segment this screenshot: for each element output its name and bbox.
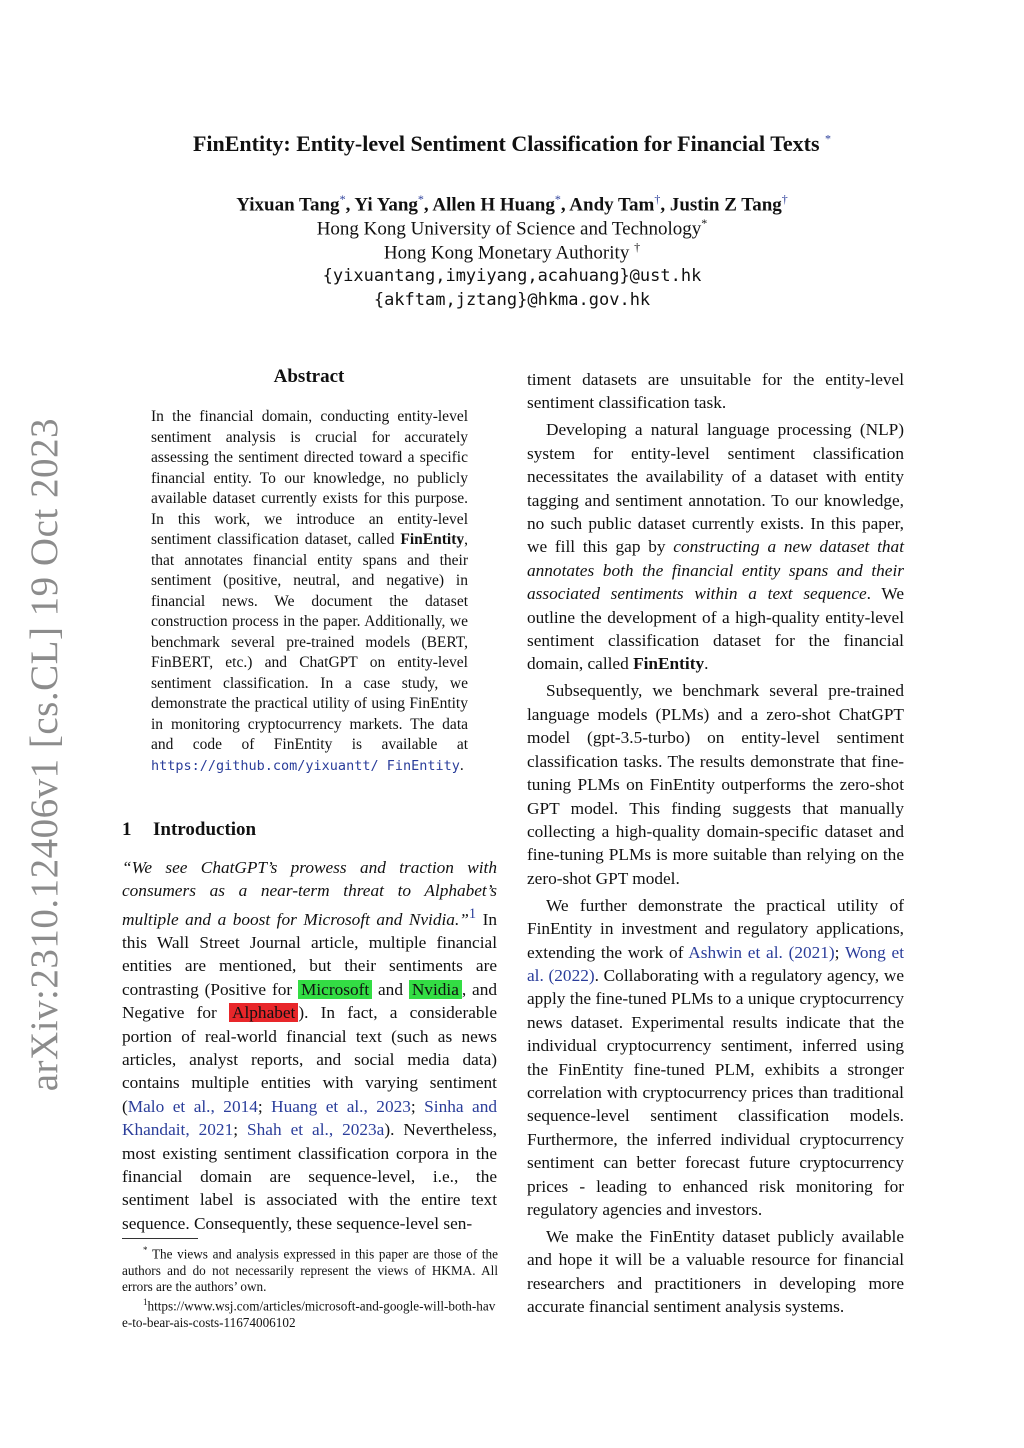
affiliation-hkust (0, 216, 1024, 240)
email-ust: {yixuantang,imyiyang,acahuang}@ust.hk (322, 266, 702, 286)
affiliation-hkma (0, 240, 1024, 264)
abstract-text: . (459, 756, 464, 774)
dataset-name: FinEntity (400, 531, 465, 548)
footnote-rule (122, 1238, 198, 1239)
abstract-text: , that annotates financial entity spans and their sentiment (positive, neutral, and negative) in financial news. We document the dataset construction process in the paper. Additionally, we benchmark several pre-trained models (BERT, FinBERT, etc.) and ChatGPT on entity-level sentiment classification. In a case study, we demonstrate the practical utility of using FinEntity in monitoring cryptocurrency markets. The data and code of FinEntity is available at (151, 531, 468, 753)
citation-link[interactable]: Ashwin et al. (688, 942, 783, 962)
citation-link[interactable]: Huang et al., 2023 (271, 1096, 411, 1116)
author-mark: † (654, 192, 661, 206)
section-heading-introduction (122, 819, 256, 841)
citation-link[interactable]: Wong et al. (527, 942, 905, 985)
citation-separator: ; (834, 942, 845, 962)
affiliation-mark: * (701, 216, 708, 230)
github-link[interactable] (151, 758, 460, 774)
intro-paragraph (527, 418, 904, 675)
footnote-url (122, 1294, 498, 1331)
author-separator: , (560, 194, 570, 216)
arxiv-id: arXiv:2310.12406v1 [cs.CL] 19 Oct 2023 (22, 418, 66, 1092)
paragraph-text: . (704, 654, 709, 674)
footnote-ref[interactable]: 1 (468, 905, 477, 922)
paragraph-text: , and Negative for (122, 979, 498, 1023)
wsj-quote: “We see ChatGPT’s prowess and traction with consumers as a near-term threat to Alphabet’s multiple and a boost for Microsoft and Nvidia.” (122, 858, 497, 929)
paragraph-text: We further demonstrate the practical utility of FinEntity in investment and regulatory applications, extending the work of (527, 895, 904, 962)
paragraph-text: . Collaborating with a regulatory agency, we apply the fine-tuned PLMs to a unique cryptocurrency news dataset. Experimental results indicate that the individual cryptocurrency sentiment, inferred using the FinEntity fine-tuned PLM, exhibits a stronger correlation with cryptocurrency prices than traditional sequence-level sentiment classification models. Furthermore, the inferred individual cryptocurrency sentiment can better forecast future cryptocurrency prices - leading to enhanced risk monitoring for regulatory agencies and investors. (527, 965, 904, 1219)
title-text: FinEntity: Entity-level Sentiment Classification for Financial Texts (192, 131, 820, 156)
author-name: Andy Tam (569, 194, 655, 216)
intro-paragraph: Subsequently, we benchmark several pre-trained language models (PLMs) and a zero-shot ChatGPT model (gpt-3.5-turbo) on entity-level sentiment classification tasks. The results demonstrate that fine-tuning PLMs on FinEntity outperforms the zero-shot GPT model. This finding suggests that manually collecting a high-quality domain-specific dataset and fine-tuning PLMs is more suitable than relying on the zero-shot GPT model. (527, 681, 904, 888)
author-mark: * (339, 192, 346, 206)
footnote-text: The views and analysis expressed in this paper are those of the authors and do not necessarily represent the views of HKMA. All errors are the authors’ own. (122, 1246, 499, 1295)
citation-separator: ; (410, 1096, 425, 1116)
citation-separator: ; (233, 1120, 248, 1140)
email-hkma: {akftam,jztang}@hkma.gov.hk (373, 290, 651, 310)
continued-text: ). Nevertheless, most existing sentiment classification corpora in the financial domain are sequence-level, i.e., the sentiment label is associated with the entire text sequence. Consequently, these sequence-level sen- (122, 1120, 497, 1233)
title-footnote-mark: * (825, 131, 832, 146)
section-number: 1 (122, 819, 132, 840)
paper-title (0, 131, 1024, 157)
citation-link[interactable]: (2021) (788, 942, 835, 962)
paragraph-text: . We outline the development of a high-quality entity-level sentiment classification dataset for the financial domain, called (527, 584, 904, 674)
author-name: Justin Z Tang (669, 194, 782, 216)
author-mark: † (781, 192, 788, 206)
citation-link[interactable]: Sinha and Khandait, 2021 (122, 1096, 497, 1140)
abstract-heading: Abstract (273, 366, 345, 387)
intro-right-column (527, 368, 904, 1319)
entity-negative-alphabet: Alphabet (229, 1003, 298, 1022)
author-name: Allen H Huang (432, 194, 555, 216)
affiliation-mark: † (634, 240, 641, 254)
emphasis-text: constructing a new dataset that annotates both the financial entity spans and their associated sentiments within a text sequence (527, 537, 904, 604)
intro-paragraph-continued: timent datasets are unsuitable for the entity-level sentiment classification task. (527, 370, 904, 413)
author-list (0, 192, 1024, 216)
entity-positive-nvidia: Nvidia (409, 980, 462, 999)
paragraph-text: and (372, 979, 409, 999)
intro-left-column (122, 856, 497, 1235)
author-mark: * (417, 192, 424, 206)
abstract-body (151, 407, 468, 776)
author-mark: * (554, 192, 561, 206)
footnote-views (122, 1242, 498, 1296)
footnote-url-text[interactable]: https://www.wsj.com/articles/microsoft-and-google-will-both-have-to-bear-ais-costs-11674006102 (122, 1298, 496, 1330)
github-link-part[interactable]: FinEntity (386, 757, 460, 774)
github-link-part[interactable]: https://github.com/yixuantt/ (151, 757, 379, 774)
section-title: Introduction (153, 819, 257, 840)
citation-link[interactable]: Shah et al., 2023a (247, 1120, 385, 1140)
paragraph-text: ). In fact, a considerable portion of real-world financial text (such as news articles, analyst reports, and social media data) contains multiple entities with varying sentiment ( (122, 1003, 497, 1116)
paragraph-text: In this Wall Street Journal article, multiple financial entities are mentioned, but their sentiments are contrasting (Positive for (122, 909, 497, 999)
abstract-text: In the financial domain, conducting entity-level sentiment analysis is crucial for accurately assessing the sentiment directed toward a specific financial entity. To our knowledge, no publicly available dataset currently exists for this purpose. In this work, we introduce an entity-level sentiment classification dataset, called (151, 408, 468, 548)
footnote-mark: * (143, 1245, 148, 1255)
author-separator: , (345, 194, 355, 216)
author-name: Yi Yang (354, 194, 418, 216)
intro-paragraph (122, 856, 497, 1235)
citation-link[interactable]: (2022) (548, 965, 595, 985)
paragraph-text: Developing a natural language processing (NLP) system for entity-level sentiment classification necessitates the availability of a dataset with entity tagging and sentiment annotation. To our knowledge, no such public dataset currently exists. In this paper, we fill this gap by (527, 420, 904, 557)
arxiv-stamp (14, 418, 74, 1092)
author-separator: , (660, 194, 670, 216)
entity-positive-microsoft: Microsoft (298, 980, 372, 999)
intro-paragraph: We make the FinEntity dataset publicly available and hope it will be a valuable resource for financial researchers and practitioners in developing more accurate financial sentiment analysis systems. (527, 1227, 904, 1317)
dataset-name: FinEntity (633, 654, 705, 674)
author-separator: , (423, 194, 433, 216)
footnote-mark: 1 (143, 1297, 148, 1307)
intro-paragraph (527, 894, 904, 1222)
author-name: Yixuan Tang (236, 194, 340, 216)
affiliation-text: Hong Kong University of Science and Technology (316, 218, 702, 240)
affiliation-text: Hong Kong Monetary Authority (383, 242, 630, 264)
citation-separator: ; (257, 1096, 272, 1116)
citation-link[interactable]: Malo et al., 2014 (127, 1096, 258, 1116)
